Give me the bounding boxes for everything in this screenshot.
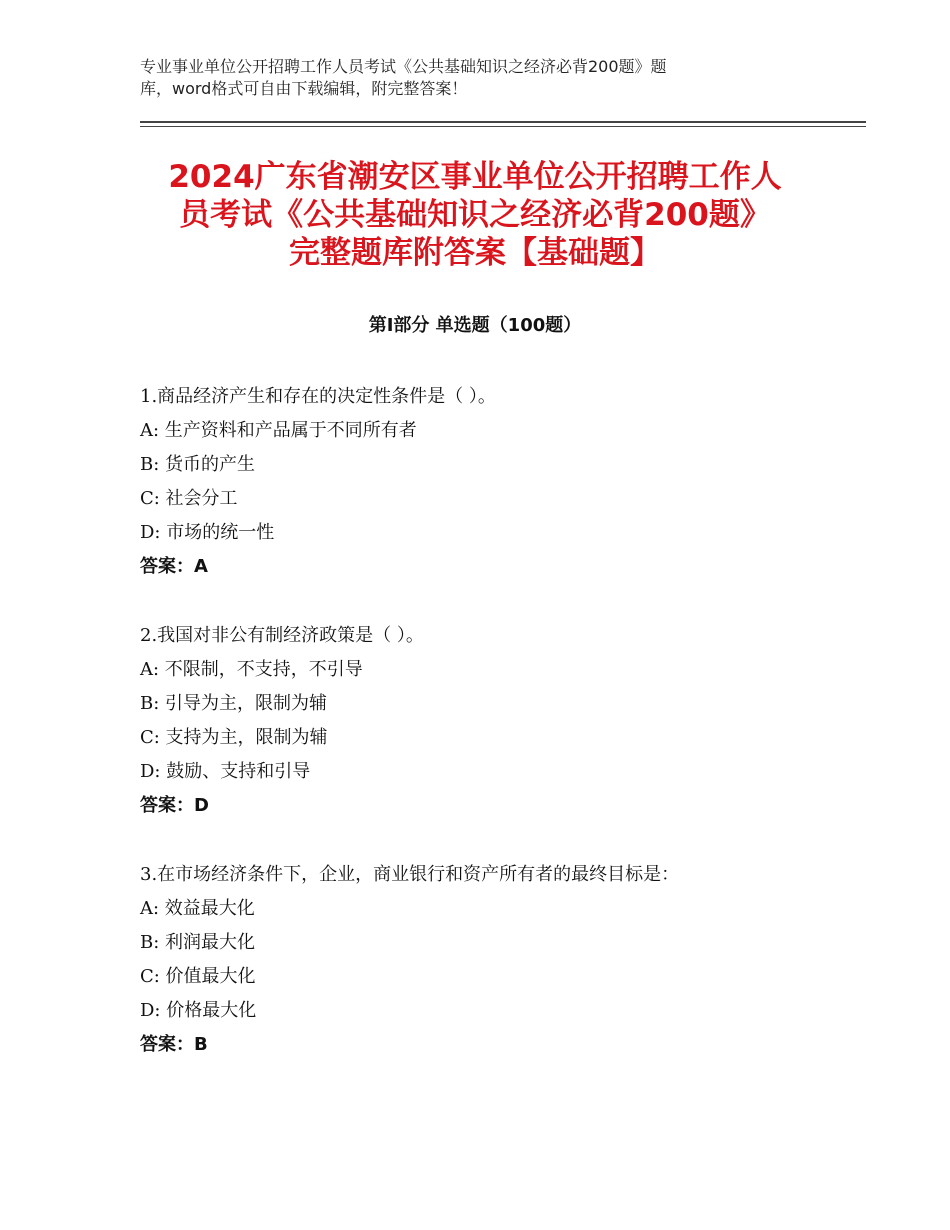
- document-title: [100, 158, 850, 272]
- answer-line: 答案：A: [140, 556, 208, 577]
- answer-line: 答案：B: [140, 1034, 208, 1055]
- header-divider-thick: [140, 121, 866, 123]
- option-d: D: 价格最大化: [140, 1000, 257, 1021]
- header-note: [140, 56, 780, 100]
- question-1: [140, 380, 840, 584]
- option-a: A: 生产资料和产品属于不同所有者: [140, 420, 417, 441]
- option-c: C: 价值最大化: [140, 966, 256, 987]
- question-3: [140, 858, 840, 1062]
- option-b: B: 货币的产生: [140, 454, 256, 475]
- option-a: A: 不限制，不支持，不引导: [140, 659, 363, 680]
- title-line-1: 2024广东省潮安区事业单位公开招聘工作人: [168, 159, 782, 195]
- option-c: C: 社会分工: [140, 488, 238, 509]
- header-note-line-2: 库，word格式可自由下载编辑，附完整答案！: [140, 79, 468, 98]
- option-b: B: 引导为主，限制为辅: [140, 693, 328, 714]
- option-c: C: 支持为主，限制为辅: [140, 727, 328, 748]
- question-2: [140, 619, 840, 823]
- option-d: D: 鼓励、支持和引导: [140, 761, 311, 782]
- title-line-2: 员考试《公共基础知识之经济必背200题》: [179, 197, 771, 233]
- header-note-line-1: 专业事业单位公开招聘工作人员考试《公共基础知识之经济必背200题》题: [140, 57, 667, 76]
- question-stem: 1.商品经济产生和存在的决定性条件是（ ）。: [140, 386, 496, 407]
- question-stem: 3.在市场经济条件下，企业，商业银行和资产所有者的最终目标是：: [140, 864, 680, 885]
- answer-line: 答案：D: [140, 795, 209, 816]
- header-divider-thin: [140, 126, 866, 127]
- section-heading: 第Ⅰ部分 单选题（100题）: [368, 315, 582, 336]
- option-a: A: 效益最大化: [140, 898, 255, 919]
- option-d: D: 市场的统一性: [140, 522, 275, 543]
- title-line-3: 完整题库附答案【基础题】: [289, 235, 661, 271]
- option-b: B: 利润最大化: [140, 932, 256, 953]
- question-stem: 2.我国对非公有制经济政策是（ ）。: [140, 625, 424, 646]
